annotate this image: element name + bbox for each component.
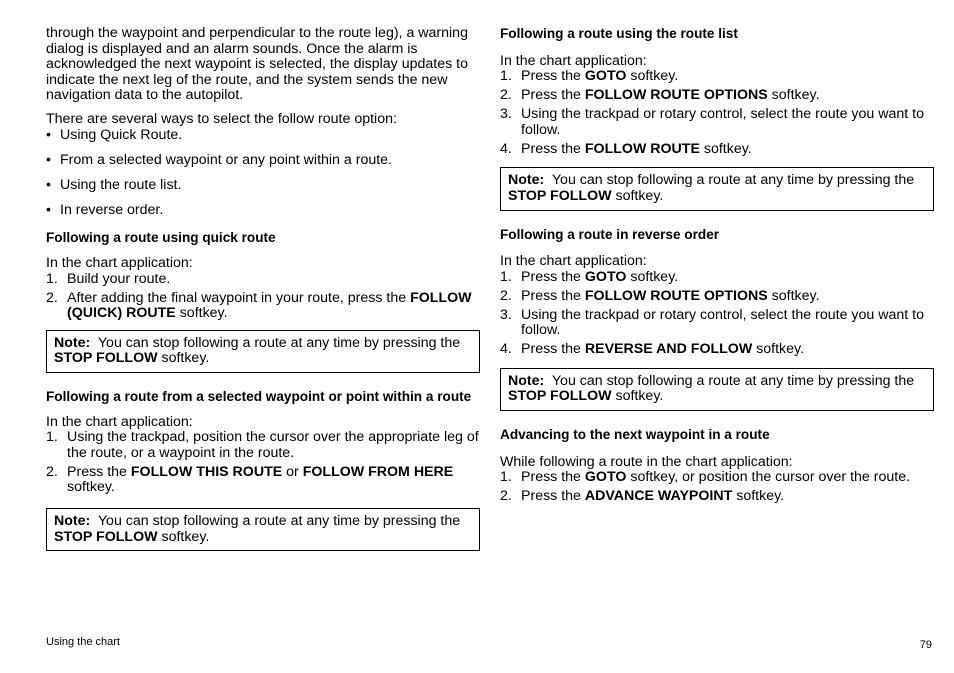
intro-paragraph: through the waypoint and perpendicular to the route leg), a warning dialog is displayed and an alarm sounds. Once the alarm is acknowledged the next waypoint is selected, the display updates to indicate the next leg of the route, and the system sends the new navigation data to the autopilot. [46,25,468,104]
step-text: Press the [521,68,585,85]
left-column [46,26,480,551]
step-number: 1. [46,429,58,446]
note-text: softkey. [157,350,210,367]
note-text: You can stop following a route at any time by pressing the [544,372,919,389]
list-item: • Using Quick Route. [46,128,480,144]
softkey-name: STOP FOLLOW [508,187,612,204]
note-text: You can stop following a route at any time by pressing the [90,334,465,351]
section-lead: In the chart application: [500,52,647,69]
note-text: softkey. [611,388,664,405]
step-text: softkey. [767,287,820,304]
step-text: Using the trackpad or rotary control, select the route you want to follow. [521,106,924,138]
note-text: softkey. [157,528,210,545]
step-text: Press the [521,469,585,486]
step-number: 1. [46,270,58,287]
step-item [46,272,480,288]
step-text: Press the [521,87,585,104]
step-item [500,289,934,305]
page-number: 79 [919,639,932,651]
softkey-name: FOLLOW FROM HERE [302,463,454,480]
step-text: Press the [521,488,585,505]
note-text: softkey. [611,187,664,204]
step-item [500,308,934,339]
step-number: 4. [500,140,512,157]
step-number: 3. [500,106,512,123]
step-text: After adding the final waypoint in your route, press the [67,289,411,306]
step-item [500,270,934,286]
step-number: 3. [500,306,512,323]
softkey-name: ADVANCE WAYPOINT [584,488,733,505]
step-text: softkey. [732,488,785,505]
section-lead: In the chart application: [46,413,193,430]
step-item [500,470,934,486]
step-text: softkey, or position the cursor over the route. [626,469,911,486]
step-number: 2. [46,463,58,480]
softkey-name: FOLLOW THIS ROUTE [130,463,283,480]
quick-route-steps [46,272,480,322]
step-text: softkey. [626,68,679,85]
list-item: • In reverse order. [46,203,480,219]
section-heading-route-list: Following a route using the route list [500,26,738,41]
list-item: • Using the route list. [46,178,480,194]
step-number: 2. [500,87,512,104]
softkey-name: FOLLOW ROUTE OPTIONS [584,87,768,104]
step-text: Press the [521,341,585,358]
step-text: softkey. [752,341,805,358]
softkey-name: GOTO [584,268,627,285]
section-lead: In the chart application: [500,253,647,270]
step-text: or [282,463,303,480]
softkey-name: GOTO [584,469,627,486]
reverse-order-steps [500,270,934,358]
step-item [46,291,480,322]
step-text: softkey. [767,87,820,104]
right-column [500,26,934,505]
step-number: 2. [46,289,58,306]
section-lead: While following a route in the chart application: [500,453,793,470]
step-text: softkey. [699,140,752,157]
step-text: softkey. [67,479,115,496]
softkey-name: FOLLOW (QUICK) ROUTE [67,289,472,322]
softkey-name: REVERSE AND FOLLOW [584,341,753,358]
softkey-name: STOP FOLLOW [508,388,612,405]
note-text: You can stop following a route at any time by pressing the [90,512,465,529]
softkey-name: STOP FOLLOW [54,528,158,545]
section-heading-quick-route: Following a route using quick route [46,230,276,246]
step-text: Press the [521,287,585,304]
step-item [46,430,480,461]
step-text: Press the [67,463,131,480]
waypoint-steps [46,430,480,496]
step-item [500,88,934,104]
note-label: Note: [54,512,91,529]
note-box [46,508,480,551]
section-lead: In the chart application: [46,255,193,272]
softkey-name: FOLLOW ROUTE OPTIONS [584,287,768,304]
softkey-name: FOLLOW ROUTE [584,140,700,157]
step-number: 1. [500,68,512,85]
advance-steps [500,470,934,505]
footer-section-title: Using the chart [46,636,120,648]
step-item [46,465,480,496]
section-heading-advance-waypoint: Advancing to the next waypoint in a route [500,427,770,443]
step-text: Press the [521,268,585,285]
step-number: 1. [500,469,512,486]
note-label: Note: [508,372,545,389]
step-item [500,107,934,138]
step-item [500,342,934,358]
step-number: 4. [500,341,512,358]
note-text: You can stop following a route at any time by pressing the [544,172,919,189]
step-number: 2. [500,488,512,505]
step-text: Build your route. [67,270,171,287]
softkey-name: STOP FOLLOW [54,350,158,367]
step-item [500,69,934,85]
note-box [500,167,934,210]
step-text: Using the trackpad or rotary control, select the route you want to follow. [521,306,924,339]
ways-list [46,128,480,219]
list-item: • From a selected waypoint or any point within a route. [46,153,480,169]
step-text: Press the [521,140,585,157]
note-label: Note: [508,172,545,189]
step-number: 1. [500,268,512,285]
step-item [500,489,934,505]
section-heading-selected-waypoint: Following a route from a selected waypoint or point within a route [46,388,472,404]
section-heading-reverse-order: Following a route in reverse order [500,226,720,242]
note-label: Note: [54,334,91,351]
softkey-name: GOTO [584,68,627,85]
note-box [500,368,934,411]
step-text: softkey. [175,305,228,322]
ways-intro: There are several ways to select the follow route option: [46,110,397,127]
step-text: softkey. [626,268,679,285]
step-number: 2. [500,287,512,304]
step-text: Using the trackpad, position the cursor over the appropriate leg of the route, or a waypoint in the route. [67,429,479,461]
note-box [46,330,480,373]
step-item [500,142,934,158]
route-list-steps [500,69,934,157]
